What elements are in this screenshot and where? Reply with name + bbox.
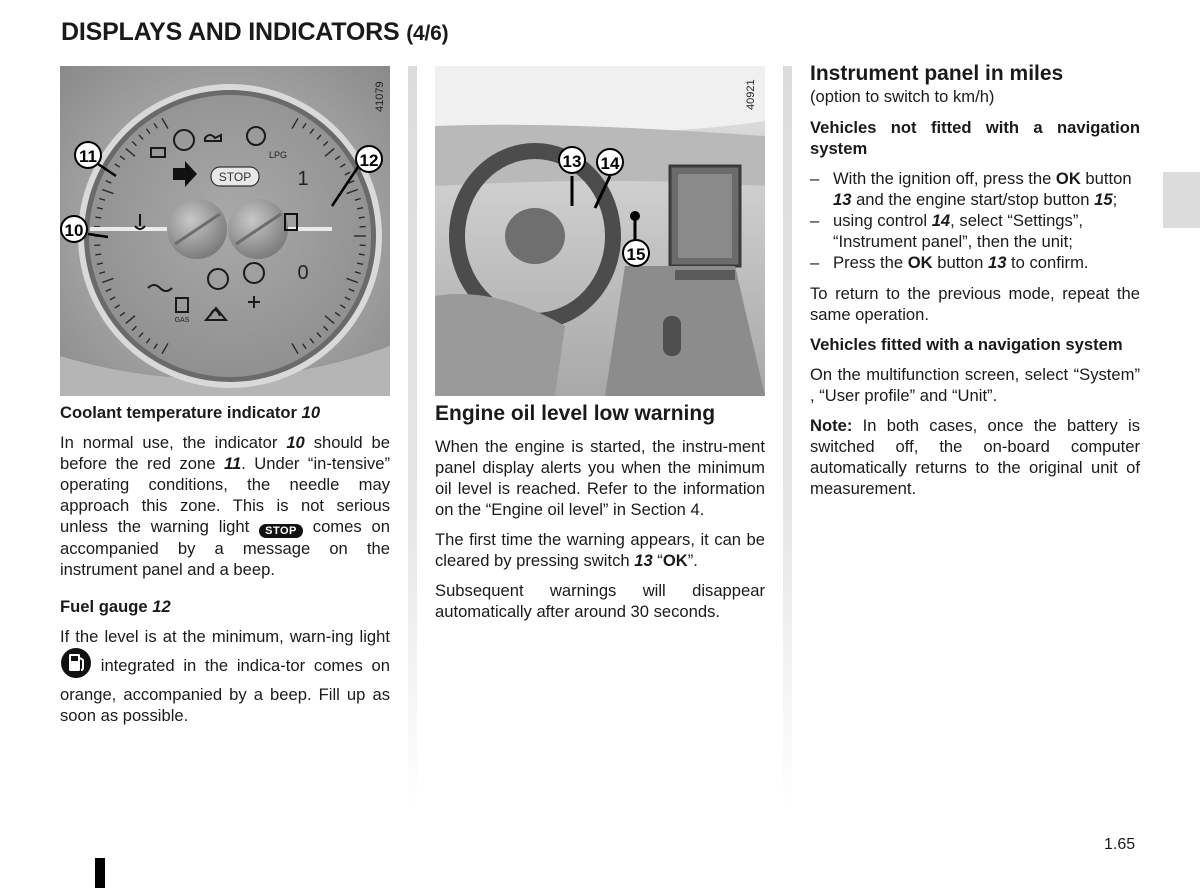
miles-subtitle: (option to switch to km/h) [810, 87, 995, 106]
page-title [61, 18, 448, 47]
list-item: – With the ignition off, press the OK button 13 and the engine start/stop button 15; [810, 168, 1140, 210]
nav-heading: Vehicles fitted with a navigation system [810, 335, 1123, 354]
figure-code: 41079 [374, 81, 386, 112]
page-number: 1.65 [1104, 836, 1136, 853]
right-column [810, 62, 1140, 508]
note-paragraph: Note: In both cases, once the battery is switched off, the on-board computer automatically returns to the original unit of measurement. [810, 416, 1140, 498]
column-divider [783, 66, 792, 811]
start-stop-button [630, 211, 640, 221]
column-divider [408, 66, 417, 811]
callout-14 [597, 149, 623, 175]
coolant-paragraph: In normal use, the indicator 10 should be before the red zone 11. Under “in-tensive” operating conditions, the needle may approach this zone. This is not serious unless the warning light STOP comes on accompanied by a message on the instrument panel and a beep. [60, 433, 390, 579]
fuel-heading: Fuel gauge 12 [60, 597, 171, 616]
no-nav-heading: Vehicles not fitted with a navigation system [810, 118, 1140, 158]
oil-paragraph-1: When the engine is started, the instru-ment panel display alerts you when the minimum oil level is reached. Refer to the information on the “Engine oil level” in Section 4. [435, 437, 765, 519]
oil-paragraph-3: Subsequent warnings will disappear automatically after around 30 seconds. [435, 581, 765, 621]
miles-title: Instrument panel in miles [810, 62, 1064, 85]
gauge-stop-label: STOP [218, 170, 252, 184]
callout-12 [356, 146, 382, 172]
multifunction-paragraph: On the multifunction screen, select “System” , “User profile” and “Unit”. [810, 365, 1140, 405]
svg-text:13: 13 [562, 152, 582, 171]
svg-text:12: 12 [359, 151, 379, 170]
steps-list [810, 168, 1140, 273]
page-title-part: (4/6) [406, 22, 449, 45]
cockpit-illustration [435, 66, 765, 396]
coolant-heading: Coolant temperature indicator 10 [60, 403, 321, 422]
gauge-illustration [60, 66, 390, 396]
cockpit-figure [435, 66, 765, 396]
corner-mark [95, 858, 105, 888]
figure-code: 40921 [745, 79, 757, 110]
gauge-tick [359, 254, 365, 255]
gauge-gas-label: GAS [174, 317, 190, 324]
middle-column [435, 402, 765, 631]
list-item: – Press the OK button 13 to confirm. [810, 252, 1140, 273]
svg-text:14: 14 [600, 154, 620, 173]
callout-13 [559, 147, 585, 173]
stop-warning-icon: STOP [259, 524, 303, 538]
svg-text:11: 11 [79, 147, 97, 166]
return-paragraph: To return to the previous mode, repeat the same operation. [810, 284, 1140, 324]
list-item: – using control 14, select “Settings”, “Instrument panel”, then the unit; [810, 210, 1140, 252]
gauge-empty-label: 0 [297, 262, 309, 284]
fuel-paragraph: If the level is at the minimum, warn-ing light integrated in the indica-tor comes on orange, accompanied by a beep. Fill up as soon as possible. [60, 627, 390, 725]
svg-text:10: 10 [64, 221, 84, 240]
fuel-warning-icon [60, 647, 92, 684]
gauge-full-label: 1 [297, 168, 309, 190]
section-thumb-tab [1163, 172, 1200, 228]
callout-11 [75, 142, 101, 168]
gauge-figure [60, 66, 390, 396]
gauge-tick [95, 254, 101, 255]
page-title-text: DISPLAYS AND INDICATORS [61, 18, 400, 46]
left-column [60, 402, 390, 735]
oil-paragraph-2: The first time the warning appears, it can be cleared by pressing switch 13 “OK”. [435, 530, 765, 570]
callout-10 [61, 216, 87, 242]
gauge-tick [359, 217, 365, 218]
gauge-lpg-label: LPG [268, 150, 288, 160]
callout-15 [623, 240, 649, 266]
svg-text:15: 15 [626, 245, 646, 264]
gauge-tick [95, 217, 101, 218]
oil-warning-title: Engine oil level low warning [435, 402, 716, 425]
gear-lever [663, 316, 681, 356]
